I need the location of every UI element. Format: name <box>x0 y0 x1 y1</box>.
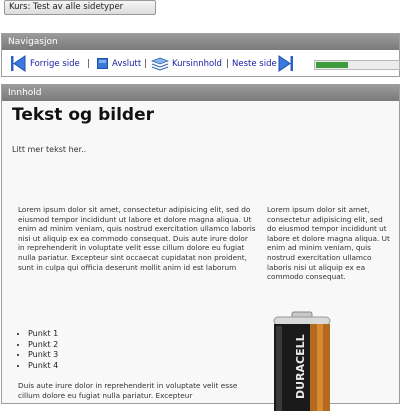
course-contents-link[interactable]: Kursinnhold <box>172 59 222 69</box>
previous-arrow-icon[interactable] <box>10 55 26 72</box>
navigation-bar <box>2 51 399 77</box>
content-panel <box>1 84 400 404</box>
list-item: • Punkt 2 <box>28 340 58 351</box>
next-arrow-icon[interactable] <box>278 55 294 72</box>
course-contents-icon[interactable] <box>151 57 169 71</box>
nav-separator: | <box>87 59 90 69</box>
content-header: Innhold <box>2 85 399 101</box>
exit-icon[interactable] <box>97 58 108 69</box>
battery-image <box>268 311 336 411</box>
next-page-link[interactable]: Neste side <box>232 59 277 69</box>
bullet-list <box>18 329 58 371</box>
list-item: • Punkt 3 <box>28 350 58 361</box>
navigation-panel <box>1 33 400 77</box>
progress-bar <box>314 60 400 70</box>
progress-bar-fill <box>316 62 348 68</box>
bottom-text: Duis aute irure dolor in reprehenderit in voluptate velit esse cillum dolore eu fugiat nulla pariatur. Excepteur <box>18 381 238 400</box>
battery-brand-text: DURACELL <box>294 334 307 399</box>
list-item: • Punkt 4 <box>28 361 58 372</box>
nav-separator: | <box>226 59 229 69</box>
list-item: • Punkt 1 <box>28 329 58 340</box>
right-column-text: Lorem ipsum dolor sit amet, consectetur adipisicing elit, sed do eiusmod tempor incididunt ut labore et dolore magna aliqua. Ut enim ad minim veniam, quis nostrud exercitation ullamco laboris nisi ut aliquip ex ea commodo consequat. <box>267 205 390 282</box>
prev-page-link[interactable]: Forrige side <box>30 59 80 69</box>
nav-separator: | <box>144 59 147 69</box>
left-column-text: Lorem ipsum dolor sit amet, consectetur adipisicing elit, sed do eiusmod tempor incididunt ut labore et dolore magna aliqua. Ut enim ad minim veniam, quis nostrud exercitation ullamco laboris nisi ut aliquip ex ea commodo consequat. Duis aute irure dolor in reprehenderit in voluptate velit esse cillum dolore eu fugiat nulla pariatur. Excepteur sint occaecat cupidatat non proident, sunt in culpa qui officia deserunt mollit anim id est laborum <box>18 205 256 272</box>
course-button[interactable]: Kurs: Test av alle sidetyper <box>4 0 156 15</box>
exit-link[interactable]: Avslutt <box>112 59 142 69</box>
navigation-header: Navigasjon <box>2 34 399 50</box>
page-title: Tekst og bilder <box>12 105 155 125</box>
lead-text: Litt mer tekst her.. <box>12 145 87 154</box>
